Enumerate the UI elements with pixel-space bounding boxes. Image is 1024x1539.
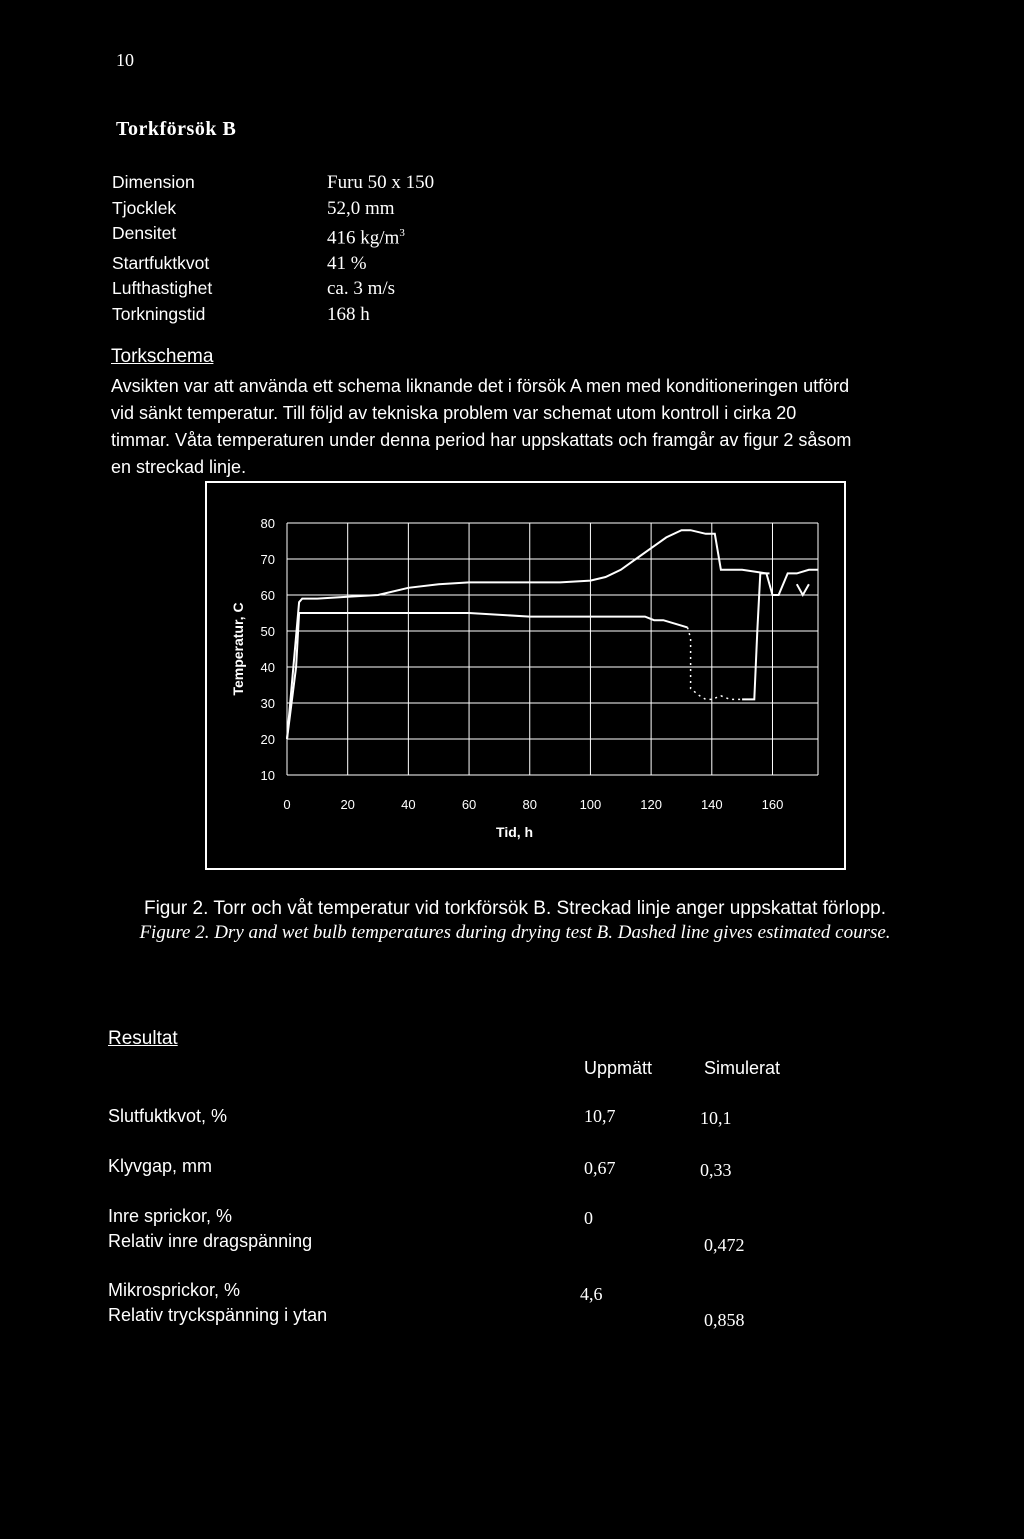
result-measured: 4,6 <box>580 1284 603 1304</box>
result-measured: 0 <box>584 1208 593 1228</box>
spec-value: ca. 3 m/s <box>327 278 396 300</box>
paragraph-line: Avsikten var att använda ett schema liknande det i försök A men med konditioneringen utförd <box>111 376 850 396</box>
temperature-chart <box>205 481 846 870</box>
spec-label: Tjocklek <box>112 197 177 218</box>
spec-row <box>112 196 434 222</box>
spec-row <box>112 251 434 277</box>
spec-label: Densitet <box>112 223 177 243</box>
result-simulated: 0,33 <box>700 1160 732 1180</box>
x-axis-label: Tid, h <box>496 824 534 840</box>
column-header-simulated: Simulerat <box>704 1058 781 1078</box>
x-tick-label: 40 <box>401 797 416 812</box>
temperature-line <box>742 573 769 699</box>
x-tick-label: 120 <box>640 797 662 812</box>
spec-label: Lufthastighet <box>112 278 213 299</box>
temperature-line <box>797 584 809 595</box>
spec-value <box>327 221 405 251</box>
spec-label: Startfuktkvot <box>112 252 210 273</box>
schedule-paragraph <box>111 373 941 481</box>
spec-value-text: 416 kg/m <box>327 227 400 249</box>
x-tick-label: 0 <box>283 797 291 812</box>
x-tick-label: 60 <box>461 797 477 812</box>
paragraph-line: timmar. Våta temperaturen under denna period har uppskattats och framgår av figur 2 såsom <box>111 430 852 450</box>
result-simulated: 0,858 <box>704 1310 745 1330</box>
result-label: Inre sprickor, % <box>108 1206 233 1226</box>
y-axis-label: Temperatur, C <box>230 602 246 696</box>
spec-value: 52,0 mm <box>327 197 395 219</box>
section-heading: Torkförsök B <box>116 118 237 140</box>
x-tick-label: 80 <box>522 797 537 812</box>
y-tick-label: 80 <box>260 516 275 531</box>
spec-row <box>112 302 434 328</box>
x-tick-label: 100 <box>579 797 602 812</box>
result-label: Slutfuktkvot, % <box>108 1106 228 1126</box>
y-tick-label: 20 <box>260 732 275 747</box>
results-title: Resultat <box>108 1028 178 1049</box>
result-label: Mikrosprickor, % <box>108 1280 241 1300</box>
paragraph-line: en streckad linje. <box>111 457 247 477</box>
temperature-line <box>287 530 818 739</box>
figure-caption <box>100 897 930 945</box>
result-measured: 0,67 <box>584 1158 616 1178</box>
y-tick-label: 40 <box>260 660 275 675</box>
spec-label: Torkningstid <box>112 303 206 324</box>
result-label: Relativ tryckspänning i ytan <box>108 1305 328 1325</box>
spec-row <box>112 170 434 196</box>
spec-value: 168 h <box>327 303 370 325</box>
y-tick-label: 30 <box>260 696 275 711</box>
result-label: Klyvgap, mm <box>108 1156 213 1176</box>
spec-value: 41 % <box>327 252 367 274</box>
caption-english: Figure 2. Dry and wet bulb temperatures during drying test B. Dashed line gives estimated course. <box>139 922 891 943</box>
spec-table <box>112 170 434 327</box>
page-number: 10 <box>116 50 134 70</box>
spec-label: Dimension <box>112 172 195 192</box>
x-tick-label: 140 <box>700 797 723 812</box>
spec-value: Furu 50 x 150 <box>327 172 435 193</box>
temperature-line <box>287 613 688 739</box>
y-tick-label: 50 <box>260 624 275 639</box>
spec-row <box>112 276 434 302</box>
column-header-measured: Uppmätt <box>584 1058 653 1078</box>
schedule-title: Torkschema <box>111 346 214 367</box>
caption-swedish: Figur 2. Torr och våt temperatur vid torkförsök B. Streckad linje anger uppskattat förlopp. <box>143 898 887 919</box>
result-simulated: 10,1 <box>700 1108 732 1128</box>
spec-value-sup: 3 <box>399 227 405 239</box>
x-tick-label: 160 <box>761 797 784 812</box>
x-tick-label: 20 <box>340 797 355 812</box>
y-tick-label: 10 <box>260 768 275 783</box>
paragraph-line: vid sänkt temperatur. Till följd av tekniska problem var schemat utom kontroll i cirka 20 <box>111 403 797 423</box>
result-measured: 10,7 <box>584 1106 616 1126</box>
result-label: Relativ inre dragspänning <box>108 1231 313 1251</box>
result-simulated: 0,472 <box>704 1235 745 1255</box>
y-tick-label: 60 <box>260 588 275 603</box>
y-tick-label: 70 <box>260 552 275 567</box>
spec-row <box>112 221 434 251</box>
estimated-temperature-line <box>688 627 743 699</box>
